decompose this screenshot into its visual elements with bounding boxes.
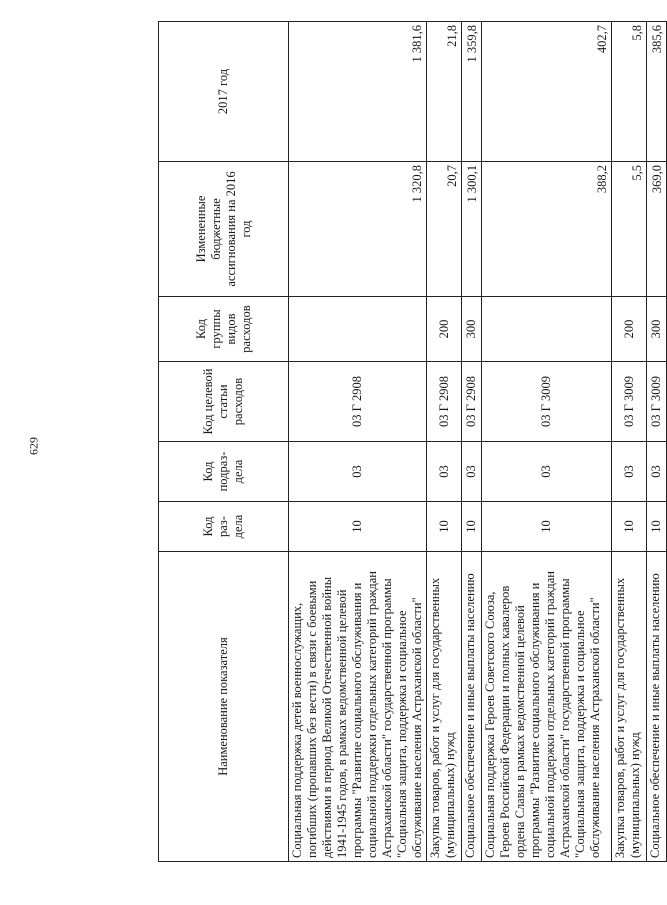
row-razdel: 10	[462, 502, 482, 552]
row-value-2017: 385,6	[647, 22, 667, 162]
row-target-article: 03 Г 3009	[647, 362, 667, 442]
row-target-article: 03 Г 2908	[462, 362, 482, 442]
row-expense-group: 200	[612, 297, 647, 362]
row-name: Социальное обеспечение и иные выплаты населению	[647, 552, 667, 862]
row-value-2016: 1 320,8	[289, 162, 427, 297]
budget-table	[158, 22, 664, 862]
row-value-2017: 1 381,6	[289, 22, 427, 162]
row-name: Социальная поддержка детей военнослужащих, погибших (пропавших без вести) в связи с боевыми действиями в период Великой Отечественной войны 1941-1945 годов, в рамках ведомственной целевой программы "Развитие социального обслуживания и социальной поддержки отдельных категорий граждан Астраханской области" государственной программы "Социальная защита, поддержка и социальное обслуживание населения Астраханской области"	[289, 552, 427, 862]
row-name: Социальное обеспечение и иные выплаты населению	[462, 552, 482, 862]
header-name: Наименование показателя	[159, 552, 289, 862]
row-value-2016: 20,7	[427, 162, 462, 297]
table-row	[289, 22, 427, 862]
row-podrazdel: 03	[612, 442, 647, 502]
row-podrazdel: 03	[462, 442, 482, 502]
header-2017: 2017 год	[159, 22, 289, 162]
header-target-article: Код целевой статьи расходов	[159, 362, 289, 442]
row-value-2017: 1 359,8	[462, 22, 482, 162]
row-podrazdel: 03	[647, 442, 667, 502]
row-razdel: 10	[427, 502, 462, 552]
row-name: Закупка товаров, работ и услуг для государственных (муниципальных) нужд	[612, 552, 647, 862]
row-expense-group	[482, 297, 612, 362]
row-target-article: 03 Г 3009	[612, 362, 647, 442]
row-podrazdel: 03	[289, 442, 427, 502]
row-value-2017: 21,8	[427, 22, 462, 162]
table-row	[462, 22, 482, 862]
header-podrazdel: Код подраз- дела	[159, 442, 289, 502]
row-target-article: 03 Г 3009	[482, 362, 612, 442]
table-row	[647, 22, 667, 862]
row-value-2016: 1 300,1	[462, 162, 482, 297]
row-target-article: 03 Г 2908	[289, 362, 427, 442]
row-podrazdel: 03	[482, 442, 612, 502]
row-value-2017: 402,7	[482, 22, 612, 162]
page-number: 629	[26, 437, 41, 455]
header-2016: Измененные бюджетные ассигнования на 2016 год	[159, 162, 289, 297]
table-header-row	[159, 22, 289, 862]
table-row	[482, 22, 612, 862]
row-value-2016: 369,0	[647, 162, 667, 297]
row-value-2016: 5,5	[612, 162, 647, 297]
row-podrazdel: 03	[427, 442, 462, 502]
row-value-2016: 388,2	[482, 162, 612, 297]
row-expense-group: 300	[647, 297, 667, 362]
row-name: Закупка товаров, работ и услуг для государственных (муниципальных) нужд	[427, 552, 462, 862]
table-row	[427, 22, 462, 862]
row-razdel: 10	[612, 502, 647, 552]
row-razdel: 10	[289, 502, 427, 552]
row-expense-group: 300	[462, 297, 482, 362]
header-razdel: Код раз- дела	[159, 502, 289, 552]
row-target-article: 03 Г 2908	[427, 362, 462, 442]
row-expense-group	[289, 297, 427, 362]
row-name: Социальная поддержка Героев Советского Союза, Героев Российской Федерации и полных кавалеров ордена Славы в рамках ведомственной целевой программы "Развитие социального обслуживания и социальной поддержки отдельных категорий граждан Астраханской области" государственной программы "Социальная защита, поддержка и социальное обслуживание населения Астраханской области"	[482, 552, 612, 862]
row-expense-group: 200	[427, 297, 462, 362]
header-expense-group: Код группы видов расходов	[159, 297, 289, 362]
row-razdel: 10	[647, 502, 667, 552]
row-value-2017: 5,8	[612, 22, 647, 162]
row-razdel: 10	[482, 502, 612, 552]
table-row	[612, 22, 647, 862]
